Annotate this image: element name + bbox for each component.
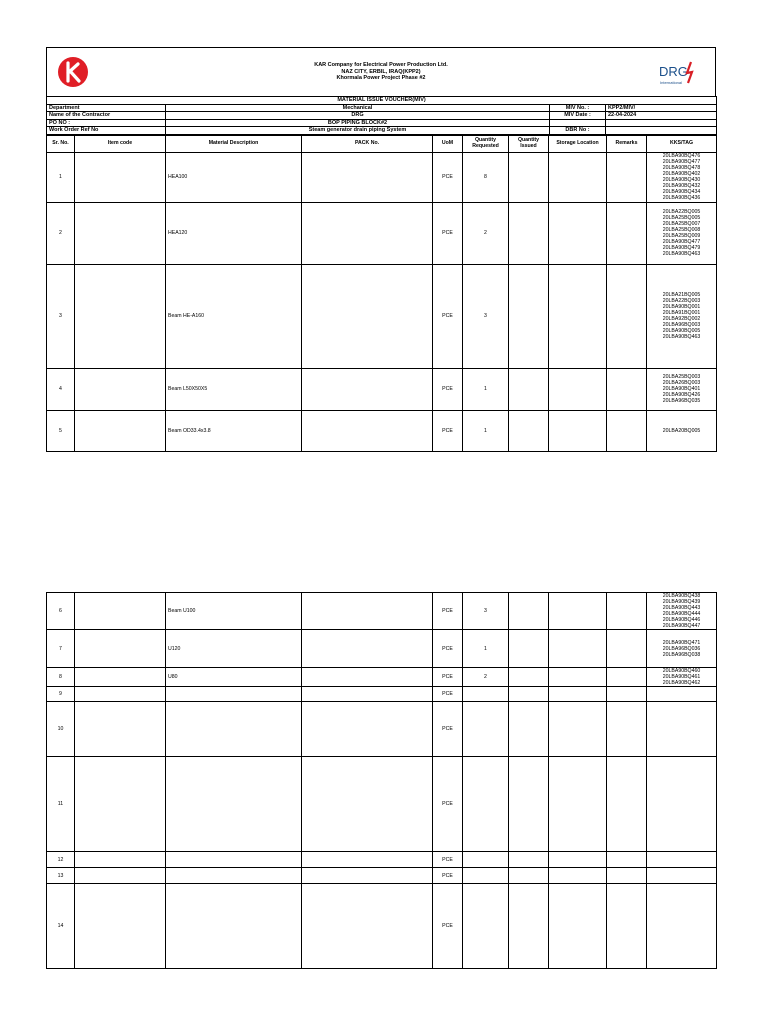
table-row (47, 630, 717, 668)
kks-tag: 20LBA90BQ426 (662, 392, 701, 398)
material-description-cell (166, 868, 302, 884)
uom-cell: PCE (433, 410, 463, 451)
storage-location-cell (549, 757, 607, 852)
sr-no-cell: 10 (47, 702, 75, 757)
remarks-cell (607, 757, 647, 852)
items-table-page-2 (46, 592, 717, 969)
qty-issued-cell (509, 410, 549, 451)
kks-tag: 20LBA90BQ438 (662, 593, 701, 599)
info-label: Work Order Ref No (47, 127, 166, 135)
col-remarks: Remarks (607, 135, 647, 152)
storage-location-cell (549, 702, 607, 757)
kks-tag: 20LBA26BQ003 (662, 380, 701, 386)
uom-cell: PCE (433, 702, 463, 757)
company-name: KAR Company for Electrical Power Production Ltd. (314, 62, 448, 68)
qty-requested-cell: 2 (463, 668, 509, 687)
kks-tag: 20LBA90BQ478 (662, 165, 701, 171)
storage-location-cell (549, 868, 607, 884)
uom-cell: PCE (433, 152, 463, 202)
sr-no-cell: 13 (47, 868, 75, 884)
remarks-cell (607, 687, 647, 702)
remarks-cell (607, 852, 647, 868)
uom-cell: PCE (433, 852, 463, 868)
kks-tag-cell (647, 868, 717, 884)
material-description-cell: Beam HE-A160 (166, 264, 302, 368)
kks-tag-cell (647, 757, 717, 852)
table-row (47, 702, 717, 757)
miv-date-value: 22-04-2024 (606, 112, 717, 120)
material-description-cell (166, 757, 302, 852)
col-sr-no: Sr. No. (47, 135, 75, 152)
qty-issued-cell (509, 868, 549, 884)
item-code-cell (75, 410, 166, 451)
pack-no-cell (302, 202, 433, 264)
material-description-cell (166, 702, 302, 757)
qty-issued-cell (509, 757, 549, 852)
kks-tag: 20LBA20BQ005 (662, 427, 701, 434)
remarks-cell (607, 368, 647, 410)
qty-requested-cell: 3 (463, 593, 509, 630)
item-code-cell (75, 852, 166, 868)
qty-requested-cell: 1 (463, 368, 509, 410)
kks-tag: 20LBA22BQ003 (662, 298, 701, 304)
pack-no-cell (302, 630, 433, 668)
material-description-cell (166, 884, 302, 969)
pack-no-cell (302, 757, 433, 852)
uom-cell: PCE (433, 368, 463, 410)
item-code-cell (75, 630, 166, 668)
col-pack-no: PACK No. (302, 135, 433, 152)
uom-cell: PCE (433, 668, 463, 687)
kks-tag: 20LBA25BQ008 (662, 227, 701, 233)
sr-no-cell: 8 (47, 668, 75, 687)
col-storage-location: Storage Location (549, 135, 607, 152)
kks-tag: 20LBA90BQ005 (662, 328, 701, 334)
uom-cell: PCE (433, 264, 463, 368)
info-value: BOP PIPING BLOCK#2 (166, 119, 550, 127)
qty-requested-cell: 8 (463, 152, 509, 202)
info-label: Name of the Contractor (47, 112, 166, 120)
company-address: NAZ CITY, ERBIL, IRAQ(KPP2) (341, 68, 421, 75)
material-description-cell: Beam OD33.4x3.8 (166, 410, 302, 451)
table-row (47, 593, 717, 630)
info-row-department (47, 104, 717, 112)
qty-requested-cell: 2 (463, 202, 509, 264)
storage-location-cell (549, 264, 607, 368)
table-row (47, 868, 717, 884)
document-header (46, 47, 716, 96)
kks-tag: 20LBA90BQ471 (662, 639, 701, 646)
item-code-cell (75, 368, 166, 410)
sr-no-cell: 14 (47, 884, 75, 969)
storage-location-cell (549, 152, 607, 202)
remarks-cell (607, 593, 647, 630)
kks-tag: 20LBA90BQ436 (662, 195, 701, 201)
kks-tag: 20LBA90BQ444 (662, 611, 701, 617)
pack-no-cell (302, 884, 433, 969)
voucher-title: MATERIAL ISSUE VOUCHER(MIV) (47, 97, 717, 105)
kks-tag: 20LBA91BQ001 (662, 310, 701, 316)
kks-tag: 20LBA90BQ477 (662, 159, 701, 165)
info-value: Steam generator drain piping System (166, 127, 550, 135)
items-table-page-1 (46, 135, 717, 452)
qty-issued-cell (509, 668, 549, 687)
info-value: Mechanical (166, 104, 550, 112)
qty-requested-cell (463, 852, 509, 868)
pack-no-cell (302, 702, 433, 757)
kks-tag: 20LBA90BQ434 (662, 189, 701, 195)
col-uom: UoM (433, 135, 463, 152)
kks-tag-cell (647, 152, 717, 202)
storage-location-cell (549, 668, 607, 687)
kks-tag: 20LBA90BQ443 (662, 605, 701, 611)
sr-no-cell: 1 (47, 152, 75, 202)
pack-no-cell (302, 868, 433, 884)
storage-location-cell (549, 593, 607, 630)
material-description-cell (166, 687, 302, 702)
kks-tag-cell (647, 884, 717, 969)
table-row (47, 852, 717, 868)
qty-issued-cell (509, 884, 549, 969)
qty-issued-cell (509, 630, 549, 668)
company-info (47, 62, 715, 82)
info-row-contractor (47, 112, 717, 120)
kks-tag-cell (647, 668, 717, 687)
miv-page-1 (46, 47, 716, 452)
kks-tag-cell (647, 687, 717, 702)
pack-no-cell (302, 668, 433, 687)
remarks-cell (607, 868, 647, 884)
sr-no-cell: 5 (47, 410, 75, 451)
qty-requested-cell (463, 687, 509, 702)
sr-no-cell: 2 (47, 202, 75, 264)
pack-no-cell (302, 593, 433, 630)
col-qty-issued: Quantity Issued (509, 135, 549, 152)
kks-tag-cell (647, 852, 717, 868)
miv-no-label: MIV No. : (550, 104, 606, 112)
info-right-value (606, 119, 717, 127)
kks-tag-cell (647, 702, 717, 757)
sr-no-cell: 4 (47, 368, 75, 410)
miv-date-label: MIV Date : (550, 112, 606, 120)
kks-tag: 20LBA90BQ432 (662, 183, 701, 189)
kks-tag: 20LBA96BQ038 (662, 651, 701, 658)
storage-location-cell (549, 368, 607, 410)
remarks-cell (607, 668, 647, 687)
uom-cell: PCE (433, 687, 463, 702)
pack-no-cell (302, 264, 433, 368)
kks-tag: 20LBA90BQ462 (662, 680, 701, 686)
storage-location-cell (549, 687, 607, 702)
qty-requested-cell (463, 702, 509, 757)
sr-no-cell: 3 (47, 264, 75, 368)
item-code-cell (75, 593, 166, 630)
col-material-description: Material Description (166, 135, 302, 152)
uom-cell: PCE (433, 868, 463, 884)
qty-requested-cell (463, 757, 509, 852)
kks-tag-cell (647, 630, 717, 668)
kks-tag: 20LBA90BQ461 (662, 674, 701, 680)
kks-tag: 20LBA90BQ402 (662, 171, 701, 177)
info-label: PO NO : (47, 119, 166, 127)
material-description-cell: U80 (166, 668, 302, 687)
kks-tag: 20LBA90BQ479 (662, 245, 701, 251)
table-row (47, 202, 717, 264)
pack-no-cell (302, 152, 433, 202)
remarks-cell (607, 152, 647, 202)
kks-tag: 20LBA96BQ036 (662, 645, 701, 652)
item-code-cell (75, 264, 166, 368)
sr-no-cell: 9 (47, 687, 75, 702)
item-code-cell (75, 152, 166, 202)
qty-requested-cell: 3 (463, 264, 509, 368)
kks-tag: 20LBA90BQ430 (662, 177, 701, 183)
drg-logo-text: DRG (659, 64, 688, 79)
kks-tag-cell (647, 368, 717, 410)
col-item-code: Item code (75, 135, 166, 152)
remarks-cell (607, 630, 647, 668)
table-row (47, 410, 717, 451)
qty-requested-cell: 1 (463, 410, 509, 451)
kks-tag: 20LBA90BQ447 (662, 623, 701, 629)
kks-tag-cell (647, 593, 717, 630)
info-right-label (550, 119, 606, 127)
kks-tag: 20LBA25BQ009 (662, 233, 701, 239)
material-description-cell: Beam U100 (166, 593, 302, 630)
remarks-cell (607, 202, 647, 264)
kks-tag: 20LBA90BQ463 (662, 334, 701, 340)
kks-tag: 20LBA25BQ003 (662, 374, 701, 380)
table-row (47, 757, 717, 852)
kks-tag: 20LBA25BQ005 (662, 215, 701, 221)
qty-issued-cell (509, 852, 549, 868)
table-row (47, 668, 717, 687)
storage-location-cell (549, 884, 607, 969)
kks-tag: 20LBA25BQ007 (662, 221, 701, 227)
material-description-cell: U120 (166, 630, 302, 668)
kks-tag: 20LBA90BQ460 (662, 668, 701, 674)
qty-issued-cell (509, 202, 549, 264)
kks-tag: 20LBA90BQ476 (662, 153, 701, 159)
uom-cell: PCE (433, 757, 463, 852)
material-description-cell (166, 852, 302, 868)
sr-no-cell: 12 (47, 852, 75, 868)
qty-issued-cell (509, 368, 549, 410)
voucher-info-table (46, 96, 717, 135)
qty-issued-cell (509, 702, 549, 757)
kks-tag: 20LBA90BQ477 (662, 239, 701, 245)
uom-cell: PCE (433, 884, 463, 969)
info-row-work-order (47, 127, 717, 135)
qty-requested-cell (463, 884, 509, 969)
table-row (47, 264, 717, 368)
drg-logo-subtext: International (660, 80, 683, 85)
kks-tag: 20LBA96BQ035 (662, 398, 701, 404)
storage-location-cell (549, 630, 607, 668)
material-description-cell: Beam L50X50X5 (166, 368, 302, 410)
item-code-cell (75, 884, 166, 969)
kks-tag: 20LBA22BQ005 (662, 209, 701, 215)
item-code-cell (75, 702, 166, 757)
kks-tag-cell (647, 410, 717, 451)
item-code-cell (75, 687, 166, 702)
kks-tag: 20LBA90BQ401 (662, 386, 701, 392)
qty-issued-cell (509, 687, 549, 702)
kks-tag: 20LBA90BQ439 (662, 599, 701, 605)
info-label: Department (47, 104, 166, 112)
qty-issued-cell (509, 152, 549, 202)
storage-location-cell (549, 852, 607, 868)
sr-no-cell: 11 (47, 757, 75, 852)
item-code-cell (75, 757, 166, 852)
kks-tag: 20LBA21BQ005 (662, 292, 701, 298)
uom-cell: PCE (433, 630, 463, 668)
pack-no-cell (302, 852, 433, 868)
col-qty-requested: Quantity Requested (463, 135, 509, 152)
qty-requested-cell (463, 868, 509, 884)
dbr-no-label: DBR No : (550, 127, 606, 135)
kks-tag-cell (647, 264, 717, 368)
miv-no-value: KPP2/MIV/ (606, 104, 717, 112)
kks-tag: 20LBA92BQ002 (662, 316, 701, 322)
material-description-cell: HEA120 (166, 202, 302, 264)
kks-tag: 20LBA90BQ463 (662, 251, 701, 257)
item-code-cell (75, 202, 166, 264)
qty-issued-cell (509, 264, 549, 368)
column-header-row (47, 135, 717, 152)
remarks-cell (607, 410, 647, 451)
pack-no-cell (302, 410, 433, 451)
uom-cell: PCE (433, 202, 463, 264)
item-code-cell (75, 868, 166, 884)
kks-tag: 20LBA90BQ446 (662, 617, 701, 623)
table-row (47, 884, 717, 969)
table-row (47, 152, 717, 202)
col-kks-tag: KKS/TAG (647, 135, 717, 152)
remarks-cell (607, 884, 647, 969)
uom-cell: PCE (433, 593, 463, 630)
qty-issued-cell (509, 593, 549, 630)
kks-tag: 20LBA96BQ003 (662, 322, 701, 328)
sr-no-cell: 7 (47, 630, 75, 668)
miv-page-2 (46, 592, 716, 969)
dbr-no-value (606, 127, 717, 135)
info-row-po (47, 119, 717, 127)
storage-location-cell (549, 202, 607, 264)
pack-no-cell (302, 368, 433, 410)
material-description-cell: HEA100 (166, 152, 302, 202)
pack-no-cell (302, 687, 433, 702)
remarks-cell (607, 702, 647, 757)
storage-location-cell (549, 410, 607, 451)
table-row (47, 368, 717, 410)
sr-no-cell: 6 (47, 593, 75, 630)
project-name: Khormala Power Project Phase #2 (336, 75, 426, 81)
item-code-cell (75, 668, 166, 687)
kks-tag-cell (647, 202, 717, 264)
info-value: DRG (166, 112, 550, 120)
drg-logo-icon (657, 56, 705, 88)
kks-tag: 20LBA90BQ001 (662, 304, 701, 310)
remarks-cell (607, 264, 647, 368)
qty-requested-cell: 1 (463, 630, 509, 668)
table-row (47, 687, 717, 702)
